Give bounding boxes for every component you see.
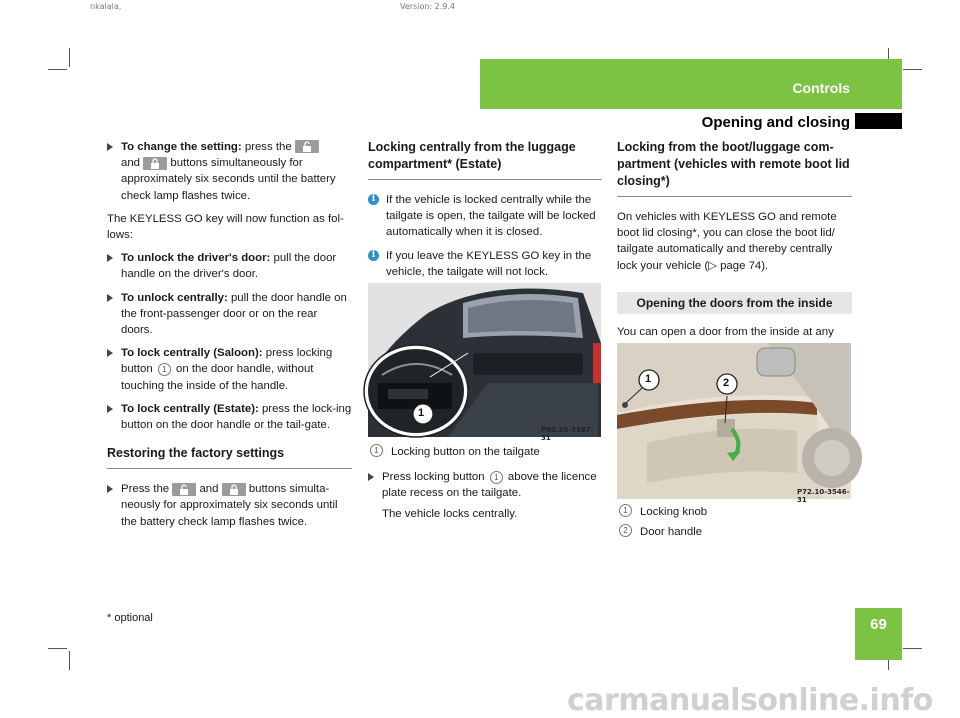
body-paragraph: On vehicles with KEYLESS GO and remote boot lid closing*, you can close the boot lid/ tailgate automatically and thereby centrally lock your vehicle (▷ page 74). bbox=[617, 211, 837, 272]
callout-number: 1 bbox=[158, 363, 171, 376]
heading-rule bbox=[368, 179, 602, 180]
version-meta: Version: 2.9.4 bbox=[400, 2, 456, 11]
list-item bbox=[368, 469, 602, 522]
list-item bbox=[107, 345, 352, 394]
crop-mark bbox=[903, 69, 922, 70]
info-icon: i bbox=[368, 194, 379, 205]
list-item bbox=[107, 481, 352, 530]
legend-text: Locking knob bbox=[640, 506, 708, 518]
subsection-band: Opening the doors from the inside bbox=[617, 292, 852, 314]
figure-id: P72.10-3546-31 bbox=[797, 488, 850, 504]
info-text: If you leave the KEYLESS GO key in the vehicle, the tailgate will not lock. bbox=[386, 249, 592, 278]
triangle-bullet-icon bbox=[107, 405, 113, 413]
instruction-text: on the door handle, without touching the inside of the handle. bbox=[121, 363, 314, 392]
footnote: * optional bbox=[107, 612, 153, 624]
figure-callout: 2 bbox=[723, 377, 730, 389]
instruction-text: press the bbox=[244, 141, 292, 153]
column-2 bbox=[368, 139, 602, 287]
info-text: If the vehicle is locked centrally while the tailgate is open, the tailgate will be locked automatically when it is closed. bbox=[386, 194, 596, 239]
column-1 bbox=[107, 139, 352, 537]
door-interior-photo bbox=[617, 343, 851, 504]
result-text: The vehicle locks centrally. bbox=[382, 507, 518, 520]
instruction-text: press the lock-ing button on the door handle or the tail-gate. bbox=[121, 402, 352, 432]
info-note bbox=[368, 248, 602, 280]
crop-mark bbox=[69, 48, 70, 67]
legend-item bbox=[617, 524, 852, 540]
instruction-label: To lock centrally (Saloon): bbox=[121, 347, 263, 360]
body-paragraph: You can open a door from the inside at any bbox=[617, 326, 834, 339]
column-3-lower bbox=[617, 504, 852, 544]
column-2-lower bbox=[368, 444, 602, 529]
heading-rule bbox=[107, 468, 352, 469]
list-item bbox=[107, 290, 352, 339]
triangle-bullet-icon bbox=[107, 294, 113, 302]
unlock-icon bbox=[172, 483, 196, 496]
info-icon: i bbox=[368, 250, 379, 261]
triangle-bullet-icon bbox=[368, 473, 374, 481]
list-item bbox=[107, 139, 352, 204]
instruction-label: To unlock centrally: bbox=[121, 291, 228, 304]
crop-mark bbox=[903, 648, 922, 649]
crop-mark bbox=[48, 648, 67, 649]
column-3 bbox=[617, 139, 852, 363]
page-number: 69 bbox=[870, 616, 887, 633]
triangle-bullet-icon bbox=[107, 485, 113, 493]
instruction-text: above the licence plate recess on the tailgate. bbox=[382, 471, 597, 500]
list-item bbox=[107, 250, 352, 282]
instruction-text: pull the door handle on the driver's door. bbox=[121, 252, 337, 281]
triangle-bullet-icon bbox=[107, 143, 113, 151]
legend-text: Locking button on the tailgate bbox=[391, 446, 540, 458]
triangle-bullet-icon bbox=[107, 349, 113, 357]
figure-callout: 1 bbox=[645, 373, 652, 385]
tailgate-photo bbox=[368, 283, 601, 442]
page-title: Opening and closing bbox=[701, 114, 850, 131]
crop-mark bbox=[48, 69, 67, 70]
instruction-text: and bbox=[199, 483, 219, 496]
callout-number: 1 bbox=[619, 504, 632, 517]
title-marker bbox=[855, 113, 902, 129]
legend-text: Door handle bbox=[640, 526, 703, 539]
unlock-icon bbox=[295, 140, 319, 153]
body-paragraph: The KEYLESS GO key will now function as fol-lows: bbox=[107, 212, 344, 242]
legend-item bbox=[368, 444, 602, 460]
callout-number: 1 bbox=[370, 444, 383, 457]
legend-item bbox=[617, 504, 852, 520]
figure-callout: 1 bbox=[418, 407, 425, 419]
instruction-label: To unlock the driver's door: bbox=[121, 252, 271, 265]
instruction-text: pull the door handle on the front-passenger door or on the rear doors. bbox=[121, 291, 347, 337]
lock-icon bbox=[143, 157, 167, 170]
instruction-text: buttons simulta-neously for approximately six seconds until the battery check lamp flashes twice. bbox=[121, 483, 338, 528]
instruction-text: press locking button bbox=[121, 347, 333, 376]
triangle-bullet-icon bbox=[107, 254, 113, 262]
instruction-text: and bbox=[121, 157, 141, 170]
info-note bbox=[368, 192, 602, 241]
section-heading: Locking centrally from the luggage compartment* (Estate) bbox=[368, 140, 576, 171]
instruction-text: Press locking button bbox=[382, 471, 485, 484]
instruction-label: To change the setting: bbox=[121, 141, 242, 153]
crop-mark bbox=[69, 651, 70, 670]
watermark: carmanualsonline.info bbox=[567, 683, 933, 718]
section-heading: Restoring the factory settings bbox=[107, 446, 285, 461]
instruction-text: buttons simultaneously for approximately six seconds until the battery check lamp flashes twice. bbox=[121, 157, 336, 202]
lock-icon bbox=[222, 483, 246, 496]
instruction-label: To lock centrally (Estate): bbox=[121, 402, 259, 415]
list-item bbox=[107, 401, 352, 433]
section-heading: Locking from the boot/luggage com-partment (vehicles with remote boot lid closing*) bbox=[617, 140, 850, 188]
figure-id: P80.20-3187-31 bbox=[541, 426, 594, 442]
callout-number: 2 bbox=[619, 524, 632, 537]
author-meta: nkalala, bbox=[90, 2, 122, 11]
callout-number: 1 bbox=[490, 471, 503, 484]
heading-rule bbox=[617, 196, 852, 197]
instruction-text: Press the bbox=[121, 483, 170, 496]
section-label: Controls bbox=[792, 80, 850, 96]
